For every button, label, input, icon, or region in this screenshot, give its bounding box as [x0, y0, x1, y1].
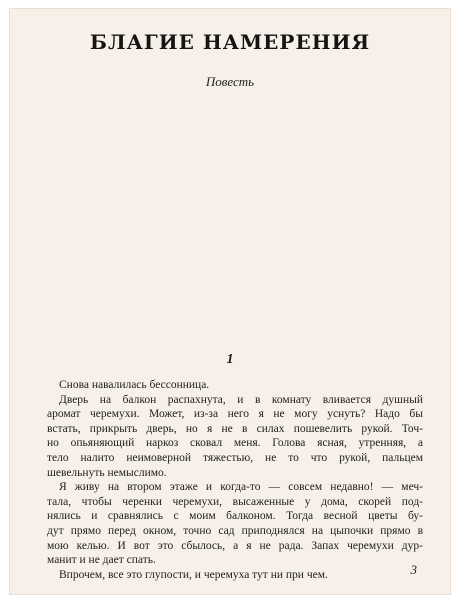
chapter-number: 1: [226, 352, 234, 367]
text-line: мою келью. И вот это сбылось, а я не рада. Запах черемухи дур-: [47, 539, 423, 552]
text-line: тала, чтобы черенки черемухи, высаженные у дома, скорей под-: [47, 495, 423, 508]
paragraph: [47, 480, 423, 568]
text-line: встать, прикрыть дверь, но я не в силах пошевелить рукой. Точ-: [47, 422, 423, 435]
page-number: 3: [410, 562, 417, 577]
text-line: нялись и сравнялись с моим балконом. Тогда весной цветы бу-: [47, 510, 423, 523]
text-line: Снова навалилась бессонница.: [59, 379, 210, 391]
text-line: Дверь на балкон распахнута, и в комнату вливается душный: [59, 393, 423, 406]
text-line: но опьяняющий наркоз сковал меня. Голова ясная, утренняя, а: [47, 437, 423, 450]
paragraph: [47, 568, 423, 583]
text-line: шевельнуть немыслимо.: [47, 466, 167, 479]
paragraph: [47, 378, 423, 393]
text-line: дут прямо перед окном, точно сад приподнялся на цыпочки прямо в: [47, 524, 423, 537]
text-line: тело налито неимоверной тяжестью, не то что рукой, пальцем: [47, 451, 423, 464]
text-line: Я живу на втором этаже и когда-то — совсем недавно! — меч-: [59, 481, 423, 494]
page-subtitle: Повесть: [205, 74, 255, 89]
page-title: БЛАГИЕ НАМЕРЕНИЯ: [89, 30, 371, 54]
paragraph: [47, 393, 423, 481]
body-text: [47, 378, 423, 582]
text-line: манит и не дает спать.: [47, 554, 156, 567]
text-line: аромат черемухи. Может, из-за него я не могу уснуть? Надо бы: [47, 408, 423, 421]
text-line: Впрочем, все это глупости, и черемуха тут ни при чем.: [59, 568, 328, 581]
book-page: [9, 8, 451, 595]
